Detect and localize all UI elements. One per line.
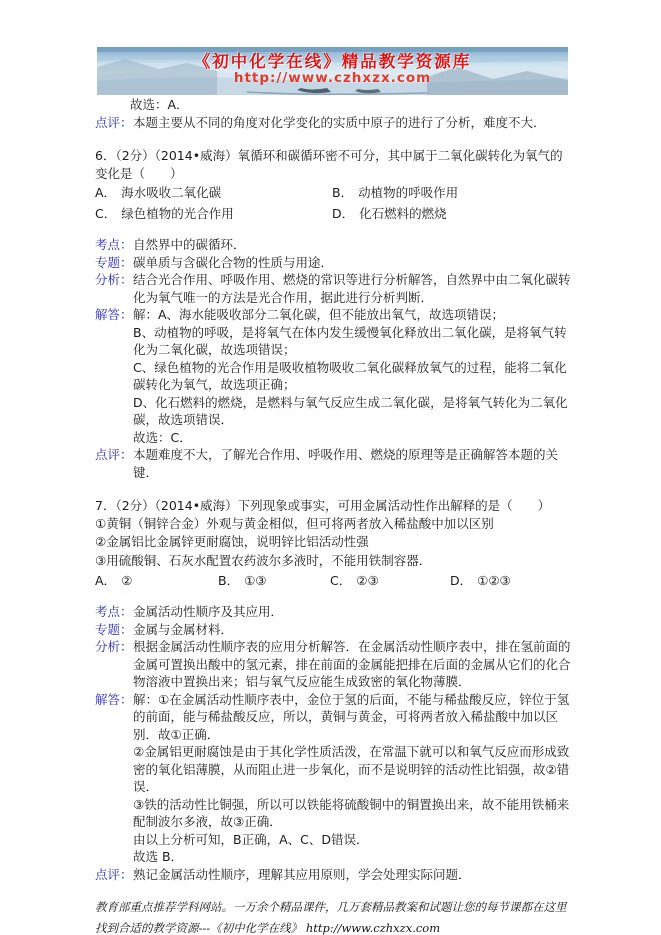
q6-option-b [332,182,573,203]
dianping-text: 本题难度不大，了解光合作用、呼吸作用、燃烧的原理等是正确解答本题的关键． [133,447,559,480]
section-gap [95,481,573,497]
q6-option-c-key: C． [95,206,117,221]
q7-option-d-text: ①②③ [477,573,511,588]
footer-text: 教育部重点推荐学科网站。一万余个精品课件，几万套精品教案和试题让您的每节课都在这里找到合适的教学资源---《初中化学在线》 [95,900,567,935]
q7-statements [95,515,573,571]
review-text: 本题主要从不同的角度对化学变化的实质中原子的进行了分析，难度不大． [133,114,546,130]
jieda-line: 解：①在金属活动性顺序表中，金位于氢的后面，不能与稀盐酸反应，锌位于氢的前面，能与稀盐酸反应，所以，黄铜与黄金，可将两者放入稀盐酸中加以区别．故①正确． [133,691,570,742]
question-6 [95,147,573,481]
jieda-line: 解：A、海水能吸收部分二氧化碳，但不能放出氧气，故选项错误； [133,307,505,322]
q7-option-c-key: C． [330,573,352,588]
page-footer [95,897,573,935]
q7-option-a [95,570,218,591]
q6-options-row-2 [95,203,573,224]
zhuanti-label: 专题： [95,254,133,270]
q7-statement-1: ①黄铜（铜锌合金）外观与黄金相似，但可将两者放入稀盐酸中加以区别 [95,515,494,531]
kaodian-text: 金属活动性顺序及其应用． [133,604,284,619]
q7-option-b-key: B． [218,573,240,588]
dianping-label: 点评： [95,447,133,462]
jieda-answer-line: 故选 B． [133,849,184,864]
q6-zhuanti-row [95,254,573,272]
q6-option-b-text: 动植物的呼吸作用 [358,185,459,200]
q7-option-b-text: ①③ [244,573,267,588]
q6-option-c-text: 绿色植物的光合作用 [121,206,234,221]
q6-option-a-text: 海水吸收二氧化碳 [121,185,222,200]
q7-option-d-key: D． [450,573,473,588]
q7-option-a-text: ② [121,573,133,588]
fenxi-label: 分析： [95,272,133,287]
fenxi-text: 结合光合作用、呼吸作用、燃烧的常识等进行分析解答，自然界中由二氧化碳转化为氧气唯一的方法是光合作用，据此进行分析判断． [133,272,571,305]
q7-kaodian-row [95,603,573,621]
review-label: 点评： [95,114,133,130]
q6-dianping-row [95,446,573,481]
dianping-label: 点评： [95,866,133,882]
document-content [95,96,573,935]
q6-option-c [95,203,332,224]
jieda-line: C、绿色植物的光合作用是吸收植物吸收二氧化碳释放氧气的过程，能将二氧化碳转化为氧气，故选项正确； [133,359,567,392]
banner-url: http://www.czhxzx.com [233,70,432,86]
fenxi-label: 分析： [95,639,133,654]
q6-option-d-key: D． [332,206,355,221]
jieda-line: ③铁的活动性比铜强，所以可以铁能将硫酸铜中的铜置换出来，故不能用铁桶来配制波尔多液，故③正确． [133,796,570,829]
q7-fenxi-row [95,638,573,691]
prev-review-row [95,114,573,132]
section-gap [95,224,573,236]
q6-option-d-text: 化石燃料的燃烧 [359,206,447,221]
q7-option-a-key: A． [95,573,117,588]
banner-title: 《初中化学在线》精品教学资源库 [193,52,472,71]
q6-kaodian-row [95,236,573,254]
jieda-line: 由以上分析可知，B正确，A、C、D错误． [133,831,369,847]
q6-option-b-key: B． [332,185,354,200]
footer-url: http://www.czhxzx.com [305,921,441,935]
q7-jieda-row [95,691,573,866]
q7-option-c-text: ②③ [356,573,379,588]
q6-option-a [95,182,332,203]
q7-statement-3: ③用硫酸铜、石灰水配置农药波尔多液时，不能用铁制容器． [95,552,432,568]
kaodian-label: 考点： [95,604,133,619]
jieda-label: 解答： [95,307,133,322]
jieda-line: D、化石燃料的燃烧，是燃料与氧气反应生成二氧化碳，是将氧气转化为二氧化碳，故选项错误． [133,394,568,427]
jieda-answer-line: 故选：C． [133,429,192,445]
q7-options-row [95,570,573,591]
jieda-line: B、动植物的呼吸，是将氧气在体内发生缓慢氧化释放出二氧化碳，是将氧气转化为二氧化碳，故选项错误； [133,324,567,357]
jieda-label: 解答： [95,691,133,707]
q7-dianping-row [95,866,573,884]
q7-option-c [330,570,450,591]
zhuanti-text: 碳单质与含碳化合物的性质与用途． [133,254,334,270]
q7-option-d [450,570,573,591]
zhuanti-text: 金属与金属材料． [133,621,234,637]
q6-stem: 6．（2分）（2014•威海）氧循环和碳循环密不可分，其中属于二氧化碳转化为氧气的变化是（ ） [95,148,563,181]
q7-option-b [218,570,330,591]
section-gap [95,591,573,603]
site-banner [97,47,568,95]
q6-options-row-1 [95,182,573,203]
kaodian-text: 自然界中的碳循环． [133,237,246,252]
zhuanti-label: 专题： [95,621,133,637]
q6-option-a-key: A． [95,185,117,200]
q7-statement-2: ②金属铝比金属锌更耐腐蚀，说明锌比铝活动性强 [95,534,369,549]
question-7 [95,497,573,883]
prev-answer-line: 故选：A． [130,97,189,112]
q6-jieda-row [95,306,573,446]
q7-zhuanti-row [95,621,573,639]
jieda-line: ②金属铝更耐腐蚀是由于其化学性质活泼，在常温下就可以和氧气反应而形成致密的氧化铝薄膜，从而阻止进一步氧化，而不是说明锌的活动性比铝强，故②错误． [133,744,570,794]
dianping-text: 熟记金属活动性顺序，理解其应用原则，学会处理实际问题． [133,866,471,882]
jieda-text [133,306,573,446]
q7-stem: 7．（2分）（2014•威海）下列现象或事实，可用金属活动性作出解释的是（ ） [95,498,551,513]
q6-fenxi-row [95,271,573,306]
q6-option-d [332,203,573,224]
kaodian-label: 考点： [95,237,133,252]
jieda-text [133,691,573,866]
section-gap [95,131,573,147]
fenxi-text: 根据金属活动性顺序表的应用分析解答．在金属活动性顺序表中，排在氢前面的金属可置换出酸中的氢元素，排在前面的金属能把排在后面的金属从它们的化合物溶液中置换出来；铝与氧气反应能生成致密的氧化物薄膜． [133,639,571,689]
